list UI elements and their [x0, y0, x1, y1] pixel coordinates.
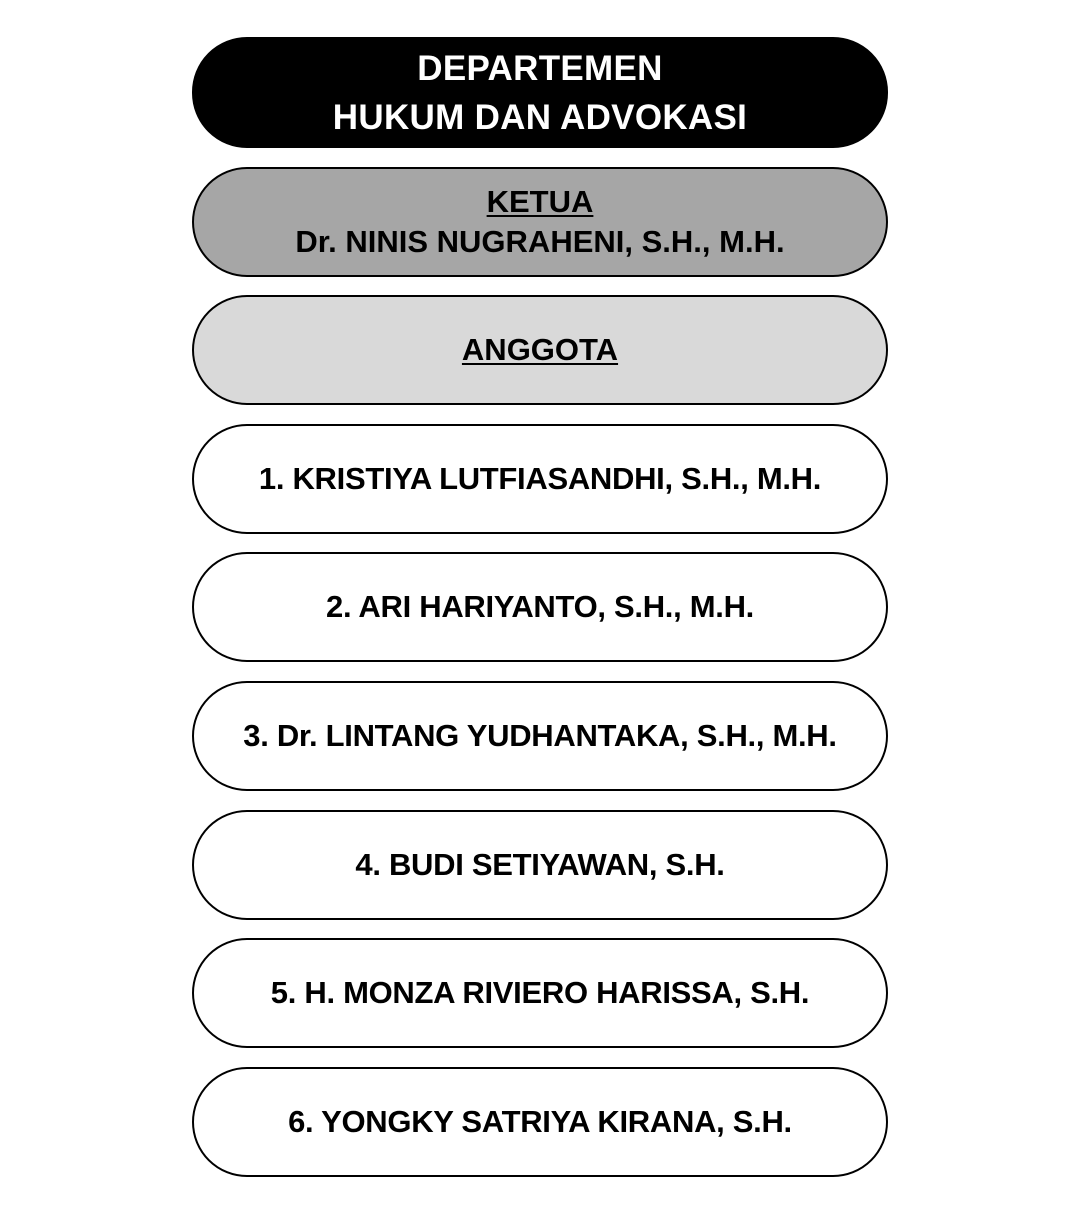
member-box-6	[192, 1067, 888, 1177]
member-name: 3. Dr. LINTANG YUDHANTAKA, S.H., M.H.	[243, 717, 837, 753]
department-title-box	[192, 37, 888, 148]
chair-role-label: KETUA	[486, 183, 594, 219]
member-box-3	[192, 681, 888, 791]
member-box-2	[192, 552, 888, 662]
member-box-5	[192, 938, 888, 1048]
member-name: 5. H. MONZA RIVIERO HARISSA, S.H.	[270, 975, 810, 1011]
member-name: 2. ARI HARIYANTO, S.H., M.H.	[326, 589, 754, 625]
member-box-4	[192, 810, 888, 920]
member-name: 4. BUDI SETIYAWAN, S.H.	[355, 846, 725, 882]
chair-box	[192, 167, 888, 277]
member-name: 1. KRISTIYA LUTFIASANDHI, S.H., M.H.	[258, 460, 822, 496]
members-role-label: ANGGOTA	[461, 332, 619, 368]
member-box-1	[192, 424, 888, 534]
members-header-box	[192, 295, 888, 405]
department-title-line1: DEPARTEMEN	[417, 48, 663, 88]
chair-name: Dr. NINIS NUGRAHENI, S.H., M.H.	[295, 223, 785, 259]
department-title-line2: HUKUM DAN ADVOKASI	[332, 97, 748, 137]
org-chart	[192, 37, 888, 1195]
member-name: 6. YONGKY SATRIYA KIRANA, S.H.	[288, 1103, 792, 1139]
